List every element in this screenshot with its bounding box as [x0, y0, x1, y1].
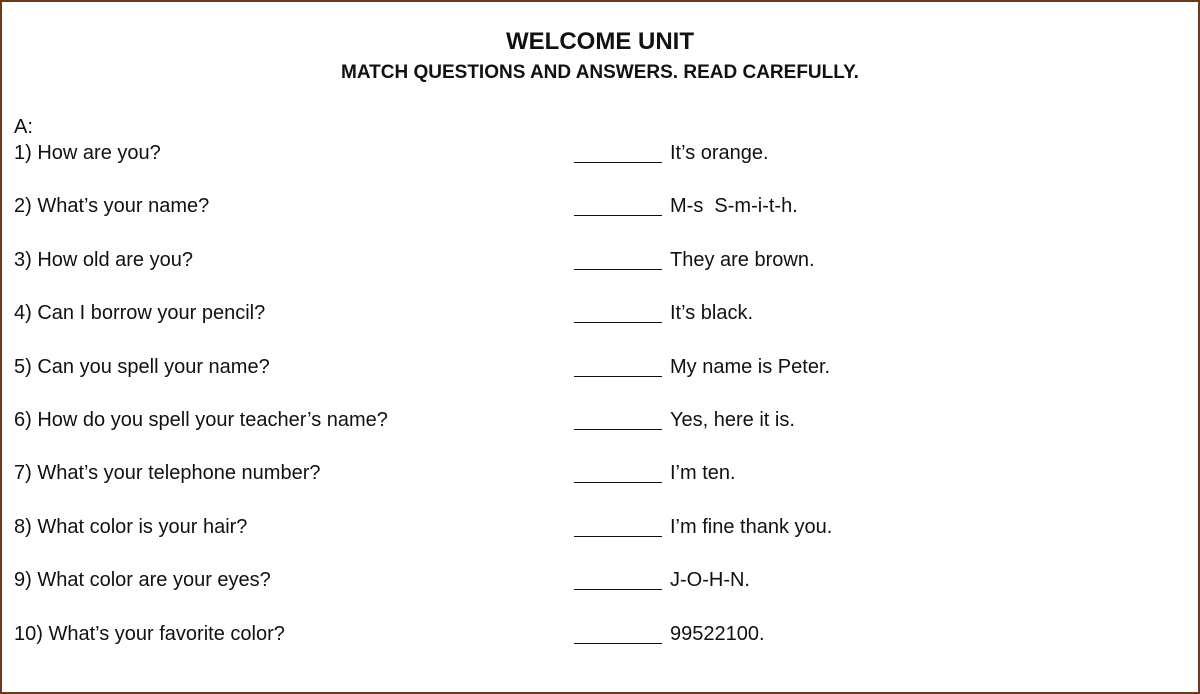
match-row	[2, 247, 1198, 300]
answer-option: Yes, here it is.	[670, 408, 795, 431]
match-row	[2, 140, 1198, 193]
answer-blank[interactable]	[574, 269, 662, 270]
match-row	[2, 354, 1198, 407]
question-item: 8) What color is your hair?	[14, 515, 248, 538]
answer-option: My name is Peter.	[670, 355, 831, 378]
match-row	[2, 621, 1198, 674]
question-item: 9) What color are your eyes?	[14, 569, 271, 592]
answer-option: They are brown.	[670, 248, 815, 271]
match-row	[2, 514, 1198, 567]
worksheet-title: WELCOME UNIT	[506, 28, 694, 55]
question-item: 1) How are you?	[14, 142, 161, 164]
worksheet-instructions: MATCH QUESTIONS AND ANSWERS. READ CAREFULLY.	[341, 62, 859, 83]
question-item: 5) Can you spell your name?	[14, 355, 270, 378]
question-item: 6) How do you spell your teacher’s name?	[14, 408, 388, 431]
answer-blank[interactable]	[574, 376, 662, 377]
answer-option: It’s black.	[670, 302, 753, 325]
section-label: A:	[14, 116, 33, 138]
match-row	[2, 407, 1198, 460]
match-row	[2, 193, 1198, 246]
match-rows	[2, 140, 1198, 674]
match-row	[2, 300, 1198, 353]
answer-blank[interactable]	[574, 643, 662, 644]
answer-option: I’m fine thank you.	[670, 515, 833, 538]
question-item: 10) What’s your favorite color?	[14, 622, 285, 645]
answer-blank[interactable]	[574, 322, 662, 323]
answer-blank[interactable]	[574, 536, 662, 537]
answer-option: J-O-H-N.	[670, 569, 750, 592]
answer-option: 99522100.	[670, 622, 765, 645]
question-item: 2) What’s your name?	[14, 195, 210, 218]
answer-option: M-s S-m-i-t-h.	[670, 195, 798, 218]
answer-blank[interactable]	[574, 429, 662, 430]
answer-option: I’m ten.	[670, 462, 736, 485]
question-item: 7) What’s your telephone number?	[14, 462, 321, 485]
answer-blank[interactable]	[574, 482, 662, 483]
answer-blank[interactable]	[574, 589, 662, 590]
answer-blank[interactable]	[574, 162, 662, 163]
match-row	[2, 567, 1198, 620]
question-item: 3) How old are you?	[14, 248, 193, 271]
question-item: 4) Can I borrow your pencil?	[14, 302, 266, 325]
answer-option: It’s orange.	[670, 142, 769, 164]
match-row	[2, 460, 1198, 513]
answer-blank[interactable]	[574, 215, 662, 216]
